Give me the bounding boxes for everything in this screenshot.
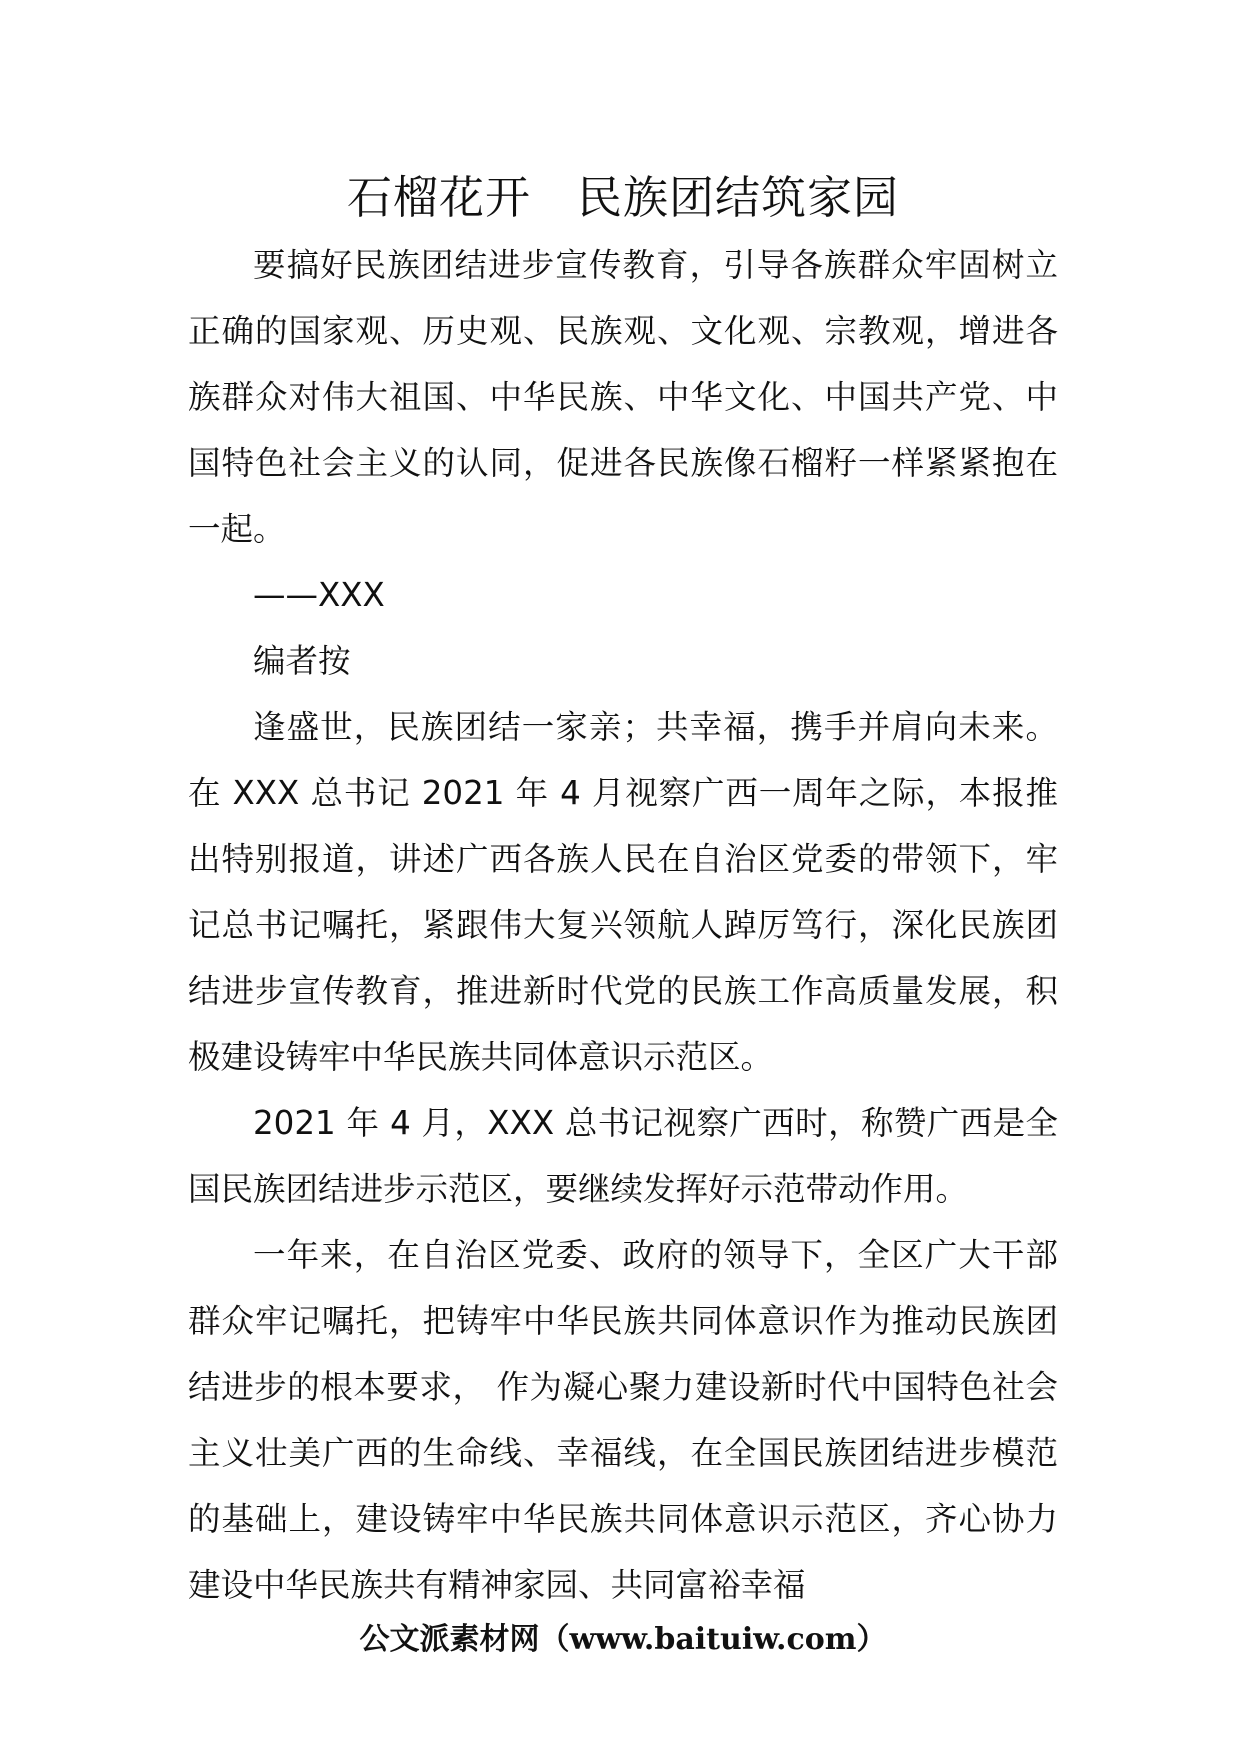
quote-attribution: ——XXX	[253, 576, 385, 614]
body-paragraph: 2021 年 4 月，XXX 总书记视察广西时，称赞广西是全国民族团结进步示范区，要继续发挥好示范带动作用。	[188, 1104, 1058, 1208]
editor-note-heading: 编者按	[253, 642, 351, 680]
page-footer-watermark: 公文派素材网（www.baituiw.com）	[359, 1622, 887, 1657]
document-body	[188, 232, 1058, 1618]
editor-note-paragraph: 逢盛世，民族团结一家亲；共幸福，携手并肩向未来。在 XXX 总书记 2021 年 4 月视察广西一周年之际，本报推出特别报道，讲述广西各族人民在自治区党委的带领下，牢记总书记嘱托，紧跟伟大复兴领航人踔厉笃行，深化民族团结进步宣传教育，推进新时代党的民族工作高质量发展，积极建设铸牢中华民族共同体意识示范区。	[188, 708, 1058, 1076]
intro-quote-paragraph: 要搞好民族团结进步宣传教育，引导各族群众牢固树立正确的国家观、历史观、民族观、文化观、宗教观，增进各族群众对伟大祖国、中华民族、中华文化、中国共产党、中国特色社会主义的认同，促进各民族像石榴籽一样紧紧抱在一起。	[188, 246, 1058, 548]
body-paragraph: 一年来，在自治区党委、政府的领导下，全区广大干部群众牢记嘱托，把铸牢中华民族共同体意识作为推动民族团结进步的根本要求， 作为凝心聚力建设新时代中国特色社会主义壮美广西的生命线、幸福线，在全国民族团结进步模范的基础上，建设铸牢中华民族共同体意识示范区，齐心协力建设中华民族共有精神家园、共同富裕幸福	[188, 1236, 1058, 1604]
document-title: 石榴花开 民族团结筑家园	[346, 171, 899, 224]
